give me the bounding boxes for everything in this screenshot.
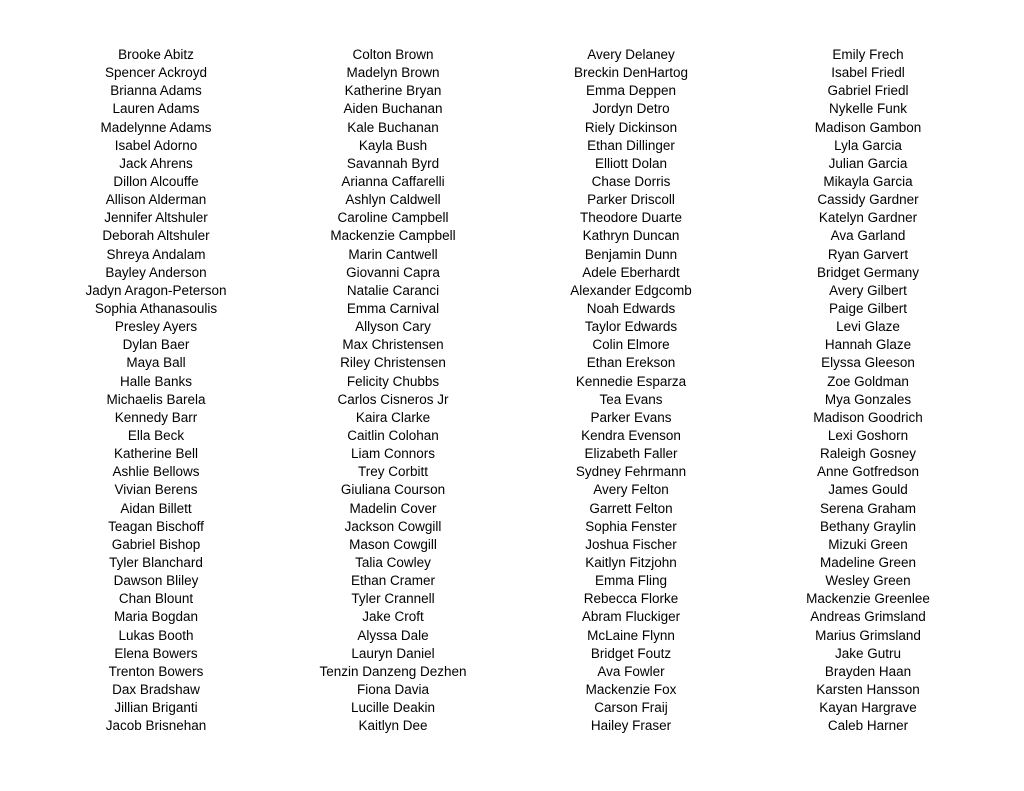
name-entry: Kale Buchanan — [347, 119, 439, 135]
name-entry: Lyla Garcia — [834, 137, 902, 153]
name-entry: Sophia Fenster — [585, 518, 677, 534]
name-entry: Andreas Grimsland — [810, 609, 926, 625]
name-entry: Vivian Berens — [114, 482, 198, 498]
name-entry: Avery Felton — [593, 482, 669, 498]
name-entry: Presley Ayers — [114, 319, 198, 335]
name-entry: Fiona Davia — [356, 681, 430, 697]
name-entry: Kaitlyn Dee — [358, 718, 428, 734]
name-entry: Mason Cowgill — [349, 536, 437, 552]
name-entry: Gabriel Bishop — [111, 536, 201, 552]
name-entry: Talia Cowley — [355, 554, 431, 570]
name-entry: Tea Evans — [599, 391, 663, 407]
name-entry: Isabel Adorno — [114, 137, 198, 153]
name-entry: Jake Gutru — [834, 645, 902, 661]
name-column-4 — [748, 46, 988, 735]
name-entry: Kayan Hargrave — [819, 700, 917, 716]
name-entry: Max Christensen — [342, 337, 444, 353]
name-entry: Raleigh Gosney — [819, 446, 917, 462]
name-entry: Aidan Billett — [120, 500, 192, 516]
name-entry: Colton Brown — [352, 47, 434, 62]
name-entry: Shreya Andalam — [106, 246, 206, 262]
name-entry: Kaira Clarke — [355, 409, 431, 425]
name-entry: Carlos Cisneros Jr — [337, 391, 449, 407]
name-entry: Lauren Adams — [112, 101, 200, 117]
name-entry: Kaitlyn Fitzjohn — [585, 554, 677, 570]
name-entry: Ryan Garvert — [827, 246, 909, 262]
name-entry: Brooke Abitz — [118, 47, 194, 62]
name-entry: Michaelis Barela — [106, 391, 206, 407]
name-entry: Emily Frech — [832, 47, 904, 62]
name-entry: Paige Gilbert — [828, 300, 908, 316]
name-entry: Felicity Chubbs — [346, 373, 440, 389]
name-entry: Mikayla Garcia — [823, 173, 913, 189]
name-entry: Natalie Caranci — [346, 282, 440, 298]
name-entry: Madelin Cover — [349, 500, 437, 516]
name-entry: Karsten Hansson — [816, 681, 920, 697]
name-entry: Ethan Cramer — [350, 573, 436, 589]
name-entry: McLaine Flynn — [587, 627, 675, 643]
name-entry: Bethany Graylin — [819, 518, 917, 534]
name-entry: Trenton Bowers — [108, 663, 204, 679]
name-entry: Trey Corbitt — [357, 464, 428, 480]
name-entry: Aiden Buchanan — [343, 101, 443, 117]
name-entry: Emma Deppen — [585, 83, 677, 99]
name-entry: Dylan Baer — [122, 337, 190, 353]
name-entry: Colin Elmore — [592, 337, 670, 353]
name-entry: Brayden Haan — [824, 663, 912, 679]
name-entry: Kennedy Barr — [114, 409, 198, 425]
name-entry: Giuliana Courson — [340, 482, 446, 498]
name-entry: Jake Croft — [362, 609, 424, 625]
name-entry: Julian Garcia — [828, 155, 908, 171]
name-entry: Noah Edwards — [586, 300, 676, 316]
name-column-2 — [273, 46, 513, 735]
name-entry: Avery Gilbert — [829, 282, 907, 298]
name-entry: Anne Gotfredson — [816, 464, 920, 480]
name-entry: Gabriel Friedl — [827, 83, 909, 99]
name-entry: Dax Bradshaw — [112, 681, 200, 697]
name-column-3 — [511, 46, 751, 735]
name-entry: Jillian Briganti — [114, 700, 198, 716]
name-entry: Jacob Brisnehan — [105, 718, 207, 734]
name-entry: Halle Banks — [119, 373, 193, 389]
name-entry: Jennifer Altshuler — [104, 210, 208, 226]
name-entry: Caroline Campbell — [337, 210, 449, 226]
name-entry: Riely Dickinson — [584, 119, 678, 135]
name-entry: Teagan Bischoff — [108, 518, 204, 534]
name-entry: Taylor Edwards — [584, 319, 678, 335]
name-entry: Ava Fowler — [597, 663, 665, 679]
name-entry: Zoe Goldman — [827, 373, 909, 389]
name-entry: Liam Connors — [350, 446, 436, 462]
name-entry: Lukas Booth — [118, 627, 194, 643]
name-entry: Mackenzie Campbell — [330, 228, 456, 244]
name-entry: Hailey Fraser — [590, 718, 672, 734]
name-entry: Tyler Crannell — [351, 591, 435, 607]
name-entry: Mackenzie Fox — [585, 681, 677, 697]
name-entry: Bayley Anderson — [105, 264, 207, 280]
name-entry: Wesley Green — [825, 573, 911, 589]
name-entry: Benjamin Dunn — [584, 246, 678, 262]
name-entry: Joshua Fischer — [585, 536, 677, 552]
name-entry: Nykelle Funk — [828, 101, 908, 117]
name-entry: Adele Eberhardt — [582, 264, 680, 280]
name-entry: Jack Ahrens — [119, 155, 193, 171]
name-entry: Tyler Blanchard — [109, 554, 203, 570]
name-entry: Emma Fling — [594, 573, 667, 589]
name-entry: Madison Gambon — [814, 119, 922, 135]
name-entry: Abram Fluckiger — [581, 609, 681, 625]
name-entry: Ashlie Bellows — [112, 464, 200, 480]
name-entry: Madeline Green — [819, 554, 917, 570]
name-entry: Elyssa Gleeson — [821, 355, 915, 371]
name-entry: Marin Cantwell — [348, 246, 438, 262]
name-entry: Cassidy Gardner — [817, 192, 919, 208]
name-entry: Deborah Altshuler — [102, 228, 210, 244]
name-entry: Parker Driscoll — [587, 192, 675, 208]
name-entry: Emma Carnival — [346, 300, 440, 316]
name-entry: Ashlyn Caldwell — [345, 192, 441, 208]
name-entry: Caleb Harner — [827, 718, 909, 734]
name-entry: Elliott Dolan — [594, 155, 668, 171]
name-entry: Marius Grimsland — [815, 627, 921, 643]
name-entry: Chan Blount — [118, 591, 194, 607]
name-entry: Ethan Erekson — [586, 355, 676, 371]
name-entry: Elizabeth Faller — [584, 446, 678, 462]
name-entry: Bridget Foutz — [590, 645, 672, 661]
name-entry: Katelyn Gardner — [818, 210, 918, 226]
name-entry: Caitlin Colohan — [347, 427, 439, 443]
name-entry: James Gould — [828, 482, 908, 498]
name-entry: Mya Gonzales — [824, 391, 912, 407]
name-entry: Katherine Bryan — [344, 83, 442, 99]
name-entry: Lucille Deakin — [350, 700, 436, 716]
name-entry: Carson Fraij — [594, 700, 668, 716]
name-entry: Hannah Glaze — [824, 337, 912, 353]
name-entry: Savannah Byrd — [346, 155, 440, 171]
name-entry: Madison Goodrich — [813, 409, 923, 425]
name-entry: Rebecca Florke — [583, 591, 679, 607]
name-entry: Mackenzie Greenlee — [806, 591, 930, 607]
name-entry: Maya Ball — [126, 355, 186, 371]
name-entry: Kendra Evenson — [581, 427, 681, 443]
name-entry: Jadyn Aragon-Peterson — [85, 282, 227, 298]
name-entry: Ava Garland — [830, 228, 906, 244]
name-entry: Brianna Adams — [110, 83, 202, 99]
name-entry: Bridget Germany — [816, 264, 920, 280]
name-entry: Parker Evans — [590, 409, 672, 425]
name-entry: Tenzin Danzeng Dezhen — [319, 663, 467, 679]
name-entry: Madelyn Brown — [346, 65, 440, 81]
name-entry: Theodore Duarte — [579, 210, 683, 226]
name-entry: Lauryn Daniel — [351, 645, 435, 661]
name-entry: Sophia Athanasoulis — [94, 300, 218, 316]
name-entry: Allyson Cary — [355, 319, 431, 335]
name-entry: Dillon Alcouffe — [113, 173, 199, 189]
name-entry: Sydney Fehrmann — [575, 464, 687, 480]
name-entry: Jackson Cowgill — [344, 518, 442, 534]
name-entry: Chase Dorris — [591, 173, 671, 189]
name-entry: Katherine Bell — [113, 446, 199, 462]
name-entry: Lexi Goshorn — [827, 427, 909, 443]
name-entry: Riley Christensen — [340, 355, 446, 371]
name-entry: Madelynne Adams — [100, 119, 212, 135]
name-entry: Arianna Caffarelli — [341, 173, 445, 189]
name-entry: Giovanni Capra — [346, 264, 440, 280]
name-column-1 — [36, 46, 276, 735]
name-entry: Ella Beck — [127, 427, 185, 443]
name-entry: Garrett Felton — [589, 500, 673, 516]
name-entry: Kathryn Duncan — [582, 228, 680, 244]
name-entry: Maria Bogdan — [113, 609, 199, 625]
name-entry: Alexander Edgcomb — [570, 282, 692, 298]
name-entry: Kennedie Esparza — [575, 373, 687, 389]
name-entry: Elena Bowers — [114, 645, 198, 661]
name-entry: Alyssa Dale — [357, 627, 429, 643]
name-entry: Avery Delaney — [587, 47, 675, 62]
name-entry: Kayla Bush — [358, 137, 428, 153]
name-entry: Allison Alderman — [105, 192, 207, 208]
name-entry: Serena Graham — [819, 500, 917, 516]
name-entry: Levi Glaze — [836, 319, 900, 335]
name-entry: Spencer Ackroyd — [104, 65, 208, 81]
name-entry: Isabel Friedl — [831, 65, 905, 81]
name-entry: Dawson Bliley — [113, 573, 199, 589]
name-entry: Breckin DenHartog — [573, 65, 689, 81]
name-entry: Ethan Dillinger — [587, 137, 675, 153]
name-entry: Jordyn Detro — [592, 101, 670, 117]
name-entry: Mizuki Green — [828, 536, 908, 552]
